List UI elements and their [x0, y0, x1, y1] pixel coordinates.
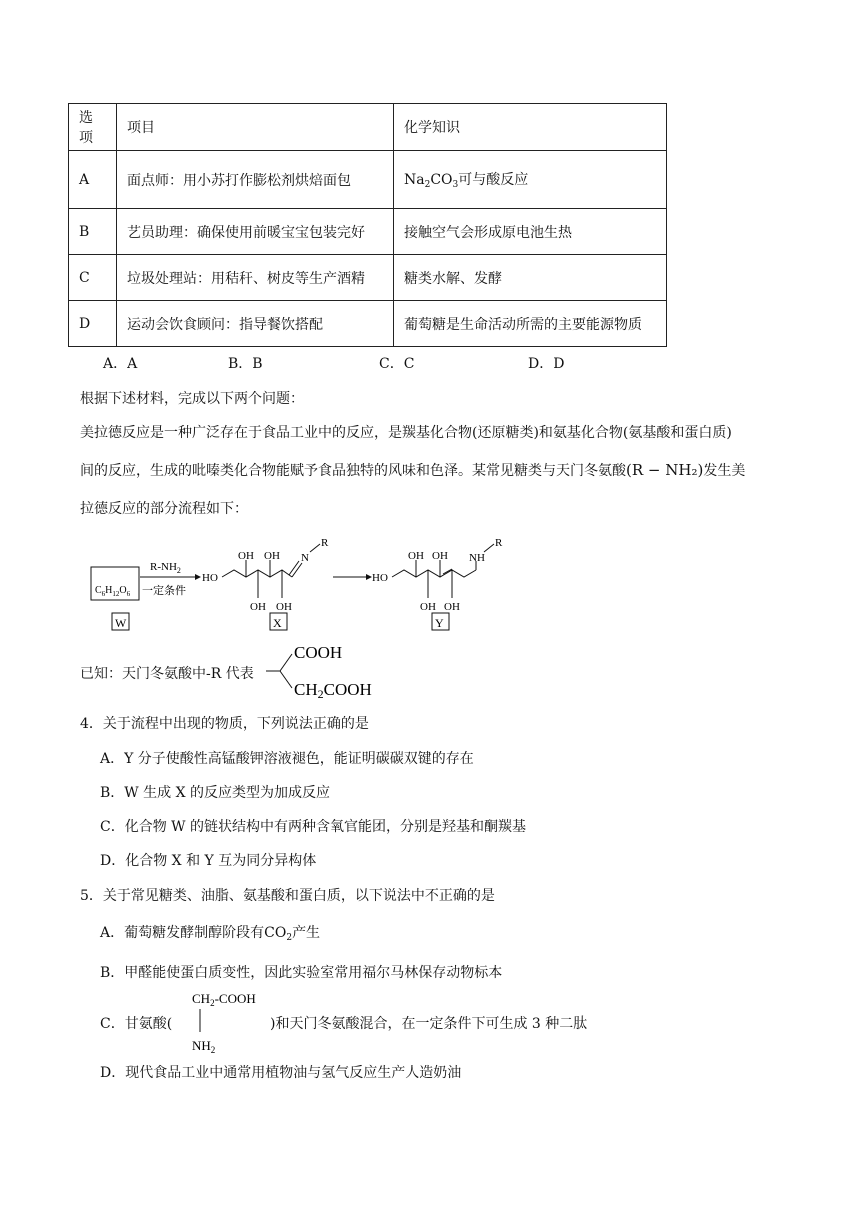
q5-option-c-pre: C．甘氨酸( [100, 1016, 173, 1032]
table-header-row [69, 104, 667, 151]
material-line [80, 460, 745, 480]
table-cell-project: 运动会饮食顾问：指导餐饮搭配 [117, 301, 394, 347]
reaction-scheme [80, 530, 560, 640]
table-cell-option: A [69, 151, 117, 209]
q3-option-c: C．C [379, 356, 415, 372]
y-backbone [392, 570, 476, 577]
q4-option-d: D．化合物 X 和 Y 互为同分异构体 [100, 853, 317, 869]
table-row [69, 301, 667, 347]
q5-stem: 5．关于常见糖类、油脂、氨基酸和蛋白质，以下说法中不正确的是 [80, 888, 495, 904]
formula-subscript: 2 [424, 180, 431, 190]
known-text: 已知：天门冬氨酸中-R 代表 [80, 666, 254, 682]
table-cell-knowledge: 接触空气会形成原电池生热 [394, 209, 667, 255]
table-cell-option: B [69, 209, 117, 255]
glycine-bottom-label: $NH_2$ [192, 1038, 216, 1055]
formula-text: CO [264, 925, 287, 941]
r-label: R [495, 537, 503, 549]
table-cell-project: 垃圾处理站：用秸秆、树皮等生产酒精 [117, 255, 394, 301]
q5-option-b: B．甲醛能使蛋白质变性，因此实验室常用福尔马林保存动物标本 [100, 965, 503, 981]
condition-label: 一定条件 [142, 585, 186, 597]
oh-label: OH [264, 550, 280, 562]
formula-r-nh2: (R − NH₂) [626, 461, 704, 479]
table-cell-option: C [69, 255, 117, 301]
x-bond [289, 561, 299, 575]
material-line: 美拉德反应是一种广泛存在于食品工业中的反应，是羰基化合物(还原糖类)和氨基化合物(氨基酸和蛋白质) [80, 425, 732, 441]
table-header-cell: 项目 [117, 104, 394, 151]
ch2cooh-label: CH2COOH [294, 680, 372, 701]
oh-label: OH [238, 550, 254, 562]
formula-subscript: 2 [286, 933, 293, 943]
x-bond [292, 563, 302, 577]
q5-option-c-post: )和天门冬氨酸混合，在一定条件下可生成 3 种二肽 [270, 1016, 588, 1032]
r-label: R [321, 537, 329, 549]
oh-label: OH [432, 550, 448, 562]
material-text: 间的反应，生成的吡嗪类化合物能赋予食品独特的风味和色泽。某常见糖类与天门冬氨酸 [80, 463, 626, 479]
q5-option-a [100, 922, 320, 943]
nh-label: NH [469, 552, 485, 564]
cooh-label: COOH [294, 643, 343, 662]
table-row [69, 151, 667, 209]
table-row [69, 255, 667, 301]
q3-option-a: A．A [103, 356, 138, 372]
q3-option-d: D．D [528, 356, 565, 372]
r-group-structure [262, 638, 402, 702]
ho-label: HO [202, 572, 218, 584]
knowledge-text: 可与酸反应 [458, 172, 529, 188]
w-formula: $C_6H_{12}O_6$ [95, 585, 131, 598]
table-cell-knowledge [394, 151, 667, 209]
table-cell-project: 面点师：用小苏打作膨松剂烘焙面包 [117, 151, 394, 209]
oh-label: OH [276, 601, 292, 613]
n-label: N [301, 552, 309, 564]
y-double-bond [443, 569, 452, 574]
reagent-label: $R-NH_2$ [150, 561, 181, 575]
glycine-top-label: $CH_2$-COOH [192, 991, 256, 1008]
table-cell-option: D [69, 301, 117, 347]
material-text: 发生美 [703, 463, 746, 479]
oh-label: OH [250, 601, 266, 613]
table-cell-knowledge: 葡萄糖是生命活动所需的主要能源物质 [394, 301, 667, 347]
table-header-cell: 选项 [69, 104, 117, 151]
compound-label-y: Y [435, 616, 444, 630]
formula-text: Na [404, 172, 425, 188]
x-bond [310, 544, 320, 552]
y-bond [484, 544, 494, 552]
formula-subscript: 3 [452, 180, 459, 190]
q4-option-a: A．Y 分子使酸性高锰酸钾溶液褪色，能证明碳碳双键的存在 [100, 751, 474, 767]
compound-label-x: X [273, 616, 282, 630]
compound-label-w: W [115, 616, 127, 630]
q4-option-b: B．W 生成 X 的反应类型为加成反应 [100, 785, 330, 801]
oh-label: OH [408, 550, 424, 562]
formula-text: CO [430, 172, 453, 188]
q3-option-b: B．B [228, 356, 263, 372]
table-cell-project: 艺员助理：确保使用前暖宝宝包装完好 [117, 209, 394, 255]
table-header-cell: 化学知识 [394, 104, 667, 151]
ho-label: HO [372, 572, 388, 584]
q5-option-d: D．现代食品工业中通常用植物油与氢气反应生产人造奶油 [100, 1065, 462, 1081]
option-text: 产生 [292, 925, 321, 941]
table-cell-knowledge: 糖类水解、发酵 [394, 255, 667, 301]
r-group-bond [280, 671, 292, 688]
table-row [69, 209, 667, 255]
material-line: 拉德反应的部分流程如下： [80, 501, 248, 517]
q4-option-c: C．化合物 W 的链状结构中有两种含氧官能团，分别是羟基和酮羰基 [100, 819, 527, 835]
options-table [68, 103, 667, 347]
oh-label: OH [444, 601, 460, 613]
arrow-head [195, 574, 201, 580]
intro-text: 根据下述材料，完成以下两个问题： [80, 391, 304, 407]
oh-label: OH [420, 601, 436, 613]
r-group-bond [280, 654, 292, 671]
option-text: A．葡萄糖发酵制醇阶段有 [100, 925, 265, 941]
q4-stem: 4．关于流程中出现的物质，下列说法正确的是 [80, 716, 369, 732]
